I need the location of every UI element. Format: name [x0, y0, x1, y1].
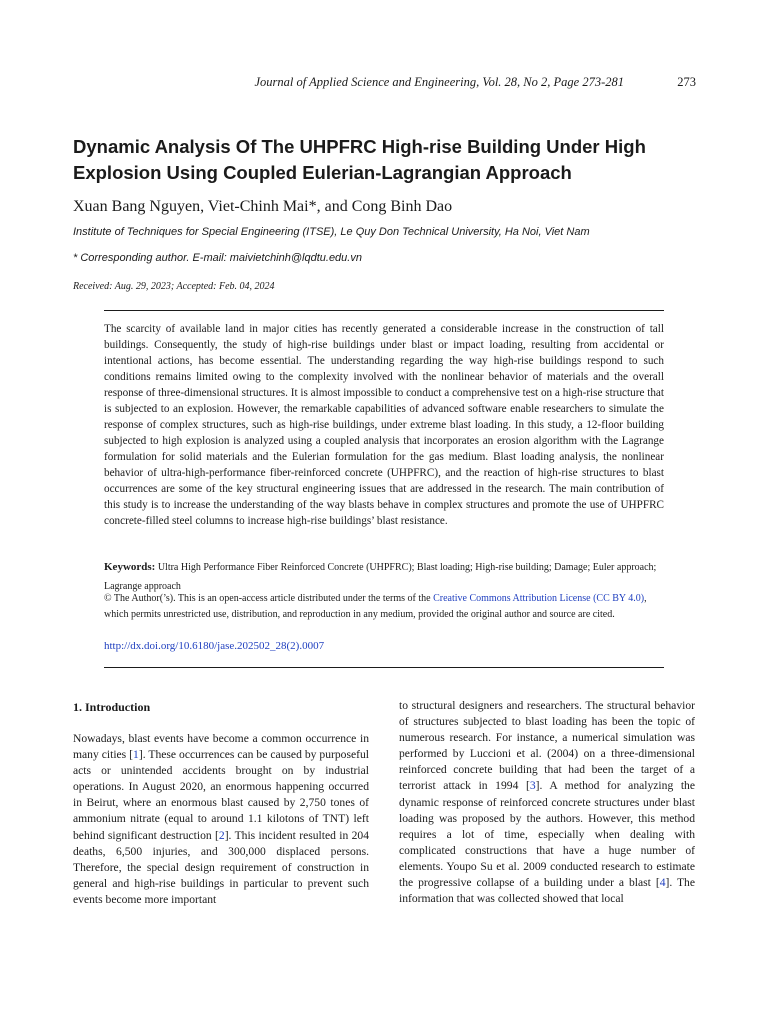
- intro-text: ]. These occurrences can be caused by purposeful acts or unintended accidents brought on by industrial operations. In August 2020, an enormous happening occurred in Beirut, where an enormous blast caused by 2,750 tones of ammonium nitrate (equal to around 1.1 kilotons of TNT) left behind significant destruction [: [73, 748, 369, 842]
- intro-text: ]. The information that was collected showed that local: [399, 876, 695, 906]
- abstract-top-rule: [104, 310, 664, 311]
- keywords-label: Keywords:: [104, 561, 156, 573]
- intro-text: to structural designers and researchers. The structural behavior of structures subjected to blast loading has been the topic of numerous research. For instance, a numerical simulation was performed by Luccioni et al. (2004) on a three-dimensional reinforced concrete building that had been the target of a terrorist attack in 1994 [: [399, 699, 695, 793]
- author-list: Xuan Bang Nguyen, Viet-Chinh Mai*, and Cong Binh Dao: [73, 198, 453, 215]
- abstract-bottom-rule: [104, 667, 664, 668]
- paper-title: Dynamic Analysis Of The UHPFRC High-rise Building Under High Explosion Using Coupled Eulerian-Lagrangian Approach: [73, 136, 646, 183]
- affiliation: Institute of Techniques for Special Engineering (ITSE), Le Quy Don Technical University, Ha Noi, Viet Nam: [73, 226, 590, 238]
- intro-right-column: [399, 698, 695, 907]
- abstract: The scarcity of available land in major cities has recently generated a considerable increase in the construction of tall buildings. Consequently, the study of high-rise buildings under blast or impact loading, resulting from accidental or intentional actions, has become essential. The understanding regarding the way high-rise buildings respond to such conditions remains limited owing to the complexity involved with the nonlinear behavior of materials and the overall response of three-dimensional structures. It is almost impossible to conduct a comprehensive test on a high-rise structure that is subjected to an explosion. However, the remarkable capabilities of advanced software enable researchers to simulate the response of complex structures, such as high-rise buildings, under extreme blast loading. In this study, a 12-floor building subjected to high explosion is analyzed using a coupled analysis that incorporates an erosion algorithm with the Lagrange formulation for solid materials and the Eulerian formulation for the gas medium. Blast loading analysis, the nonlinear behavior of ultra-high-performance fiber-reinforced concrete (UHPFRC), and the reaction of high-rise structures to blast occurrences are some of the key structural engineering issues that are addressed in the research. The main contribution of this study is to increase the understanding of the way blasts behave in complex structures and promote the use of UHPFRC concrete-filled steel columns to increase high-rise buildings’ blast resistance.: [104, 323, 664, 527]
- page-number: 273: [677, 75, 696, 89]
- citation-link[interactable]: 1: [133, 748, 139, 762]
- received-accepted-dates: Received: Aug. 29, 2023; Accepted: Feb. 04, 2024: [73, 281, 275, 292]
- keywords-text: Ultra High Performance Fiber Reinforced Concrete (UHPFRC); Blast loading; High-rise building; Damage; Euler approach; Lagrange approach: [104, 562, 657, 592]
- citation-link[interactable]: 3: [529, 779, 536, 793]
- journal-citation: Journal of Applied Science and Engineering, Vol. 28, No 2, Page 273-281: [254, 75, 624, 89]
- citation-link[interactable]: 4: [659, 876, 666, 890]
- citation-link[interactable]: 2: [218, 828, 225, 842]
- license-suffix: , which permits unrestricted use, distribution, and reproduction in any medium, provided the original author and source are cited.: [104, 593, 647, 620]
- license-link[interactable]: Creative Commons Attribution License (CC BY 4.0): [433, 593, 645, 604]
- corresponding-author: * Corresponding author. E-mail: maivietchinh@lqdtu.edu.vn: [73, 252, 362, 264]
- section-heading: 1. Introduction: [73, 700, 151, 714]
- intro-text: ]. A method for analyzing the dynamic response of reinforced concrete structures under blast loading was proposed by the authors. However, this method requires a lot of time, especially when dealing with complicated constructions that have a huge number of elements. Youpo Su et al. 2009 conducted research to estimate the progressive collapse of a building under a blast [: [399, 779, 695, 890]
- intro-text: ]. This incident resulted in 204 deaths, 6,500 injuries, and 300,000 displaced persons. Therefore, the special design requirement of construction in general and high-rise buildings in particular to prevent such events become more important: [73, 828, 369, 906]
- license-prefix: © The Author(’s). This is an open-access article distributed under the terms of the: [104, 593, 434, 604]
- license-notice: [104, 591, 664, 622]
- intro-left-column: [73, 731, 369, 908]
- doi-link[interactable]: http://dx.doi.org/10.6180/jase.202502_28(2).0007: [104, 640, 325, 652]
- intro-text: Nowadays, blast events have become a common occurrence in many cities [: [73, 732, 369, 762]
